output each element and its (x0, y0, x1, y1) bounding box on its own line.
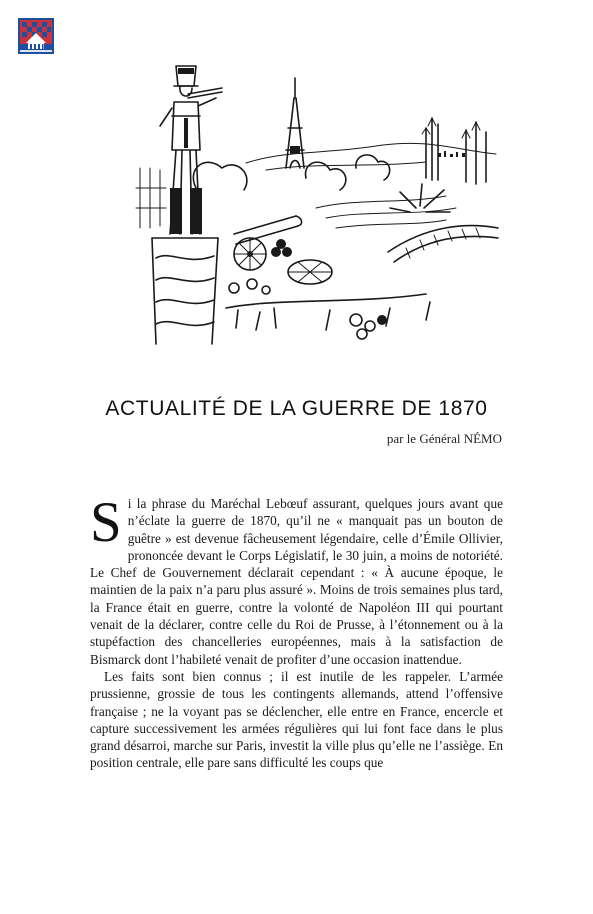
paragraph-text: i la phrase du Maréchal Lebœuf assurant, quelques jours avant que n’éclate la guerre de 1870, qu’il ne « manquait pas un bouton de guêtre » est devenue fâcheusement légendaire, celle d’Émile Ollivier, prononcée devant le Corps Législatif, le 30 juin, a moins de notoriété. Le Chef de Gouvernement déclarait cependant : « À aucune époque, le maintien de la paix n’a paru plus assuré ». Moins de trois semaines plus tard, la France était en guerre, contre la volonté de Napoléon III qui pourtant venait de la déclarer, contre celle du Roi de Prusse, à l’étonnement ou à la stupéfaction des chancelleries européennes, mais à la satisfaction de Bismarck dont l’habileté venait de profiter d’une occasion inattendue. (90, 496, 503, 667)
article-body (90, 491, 503, 772)
institute-logo-icon (18, 18, 54, 54)
article-paragraph (90, 491, 503, 668)
article-title: ACTUALITÉ DE LA GUERRE DE 1870 (105, 397, 488, 420)
drop-cap: S (90, 491, 122, 554)
article-paragraph: Les faits sont bien connus ; il est inutile de les rappeler. L’armée prussienne, grossie de tous les contingents allemands, attend l’offensive française ; ne la voyant pas se déclencher, elle entre en France, encercle et capture successivement les armées régulières qui lui font face dans le plus grand désarroi, marche sur Paris, investit la ville plus qu’elle ne l’assiège. En position centrale, elle pare sans difficulté les coups que (90, 668, 503, 771)
napoleonic-officer-cannon-eiffel-tower-illustration (126, 58, 512, 354)
article-byline: par le Général NÉMO (386, 431, 502, 446)
